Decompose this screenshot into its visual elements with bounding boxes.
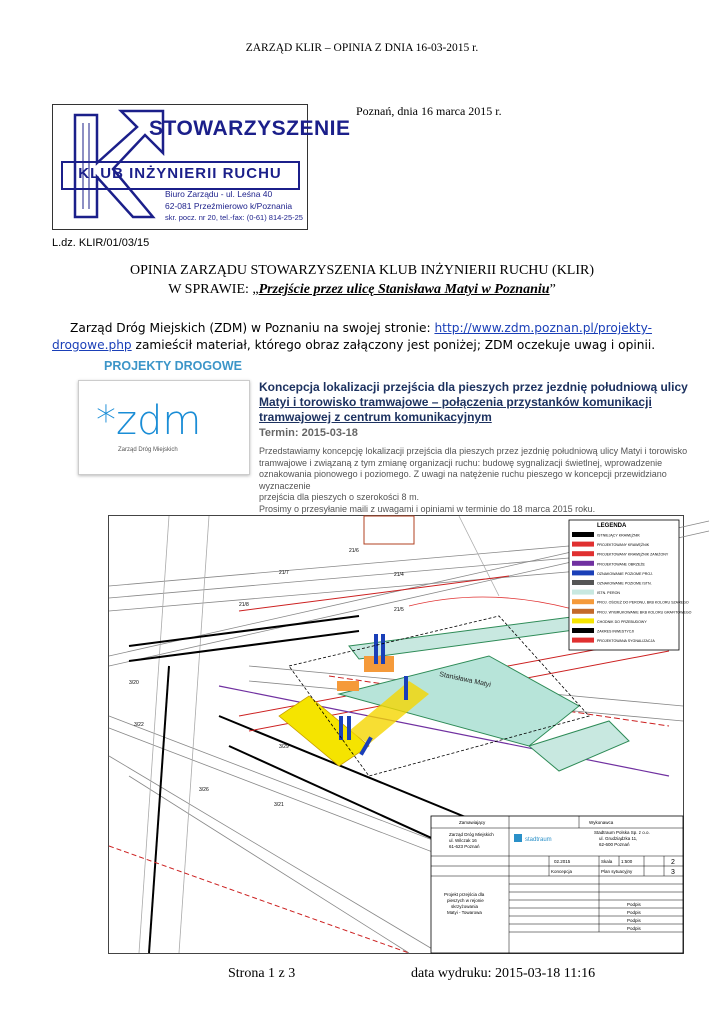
tb-firm-logo: stadtraum bbox=[525, 837, 552, 843]
web-body-line-2: tramwajowe i związaną z tym zmianę organizacji ruchu: budowę sygnalizacji świetlnej, wprowadzenie bbox=[259, 457, 663, 468]
tb-stage: Koncepcja bbox=[551, 869, 573, 874]
tb-signature-4: Podpis bbox=[627, 926, 641, 931]
place-date: Poznań, dnia 16 marca 2015 r. bbox=[356, 104, 502, 118]
footer-page: Strona 1 z 3 bbox=[228, 966, 296, 981]
legend-label: ISTNIEJĄCY KRAWĘŻNIK bbox=[597, 533, 640, 538]
tb-project-4: Matyi - Towarowa bbox=[447, 910, 482, 915]
legend-label: CHODNIK DO PRZEBUDOWY bbox=[597, 619, 647, 624]
legend-label: ZAKRES INWESTYCJI bbox=[597, 629, 635, 634]
legend-swatch bbox=[572, 628, 594, 633]
legend-swatch bbox=[572, 580, 594, 585]
legend-swatch bbox=[572, 532, 594, 537]
svg-text:3/21: 3/21 bbox=[274, 802, 284, 808]
svg-text:3/26: 3/26 bbox=[199, 787, 209, 793]
svg-text:3/20: 3/20 bbox=[129, 680, 139, 686]
legend-swatch bbox=[572, 599, 594, 604]
title-prefix: W SPRAWIE: „ bbox=[168, 282, 259, 297]
reference-number: L.dz. KLIR/01/03/15 bbox=[52, 237, 150, 249]
legend-label: PROJ. OŚCIEŻ DO PERONU, BKB KOLORU SZAREGO bbox=[597, 600, 689, 605]
legend-swatch bbox=[572, 618, 594, 623]
web-deadline: Termin: 2015-03-18 bbox=[259, 427, 358, 439]
para-text-1: Zarząd Dróg Miejskich (ZDM) w Poznaniu na swojej stronie: bbox=[70, 321, 435, 335]
body-paragraph bbox=[52, 320, 674, 354]
title-subject: Przejście przez ulicę Stanisława Matyi w Poznaniu bbox=[258, 282, 550, 297]
map-legend-title: LEGENDA bbox=[597, 523, 627, 529]
legend-label: PROJEKTOWANY KRAWĘŻNIK ZANIŻONY bbox=[597, 552, 669, 557]
svg-text:21/6: 21/6 bbox=[349, 548, 359, 554]
title-line-1: OPINIA ZARZĄDU STOWARZYSZENIA KLUB INŻYNIERII RUCHU (KLIR) bbox=[129, 263, 595, 278]
legend-swatch bbox=[572, 638, 594, 643]
title-line-2 bbox=[0, 282, 724, 298]
logo-org-name: STOWARZYSZENIE bbox=[149, 117, 351, 140]
para-text-2: zamieścił materiał, którego obraz załączony jest poniżej; ZDM oczekuje uwag i opinii. bbox=[131, 338, 656, 352]
map-street-label: Stanisława Matyi bbox=[438, 671, 492, 689]
tb-firm-2: ul. Grudziądzka 11, bbox=[599, 836, 638, 841]
legend-label: OZNAKOWANIE POZIOME ISTN. bbox=[597, 581, 652, 586]
logo-address-2: 62-081 Przeźmierowo k/Poznania bbox=[165, 201, 293, 211]
tb-project-2: pieszych w rejonie bbox=[447, 898, 484, 903]
footer-print-date: data wydruku: 2015-03-18 11:16 bbox=[411, 966, 596, 981]
legend-swatch bbox=[572, 551, 594, 556]
legend-label: PROJ. WYBRUKOWANIE BKB KOLORU GRAFITOWEGO bbox=[597, 610, 692, 615]
legend-swatch bbox=[572, 542, 594, 547]
web-body-line-1: Przedstawiamy koncepcję lokalizacji przejścia dla pieszych przez jezdnię południową ulicy Matyi i torowisko bbox=[259, 446, 688, 456]
legend-swatch bbox=[572, 570, 594, 575]
legend-label: PROJEKTOWANE OBRZEŻE bbox=[597, 562, 645, 567]
tb-client-2: ul. Wilczak 16 bbox=[449, 838, 477, 843]
header-line: ZARZĄD KLIR – OPINIA Z DNIA 16-03-2015 r. bbox=[245, 42, 479, 54]
tb-firm-1: Stadtraum Polska Sp. z o.o. bbox=[594, 830, 650, 835]
web-article-body bbox=[232, 446, 690, 515]
web-body-line-3: oznakowania pionowego i poziomego. Z uwagi na natężenie ruchu pieszego w koncepcji przewidziano wyznaczenie bbox=[259, 469, 667, 491]
tb-date: 02.2015 bbox=[554, 859, 571, 864]
legend-swatch bbox=[572, 609, 594, 614]
zdm-logo: *zdm bbox=[96, 398, 202, 444]
svg-text:21/5: 21/5 bbox=[394, 607, 404, 613]
site-plan-svg bbox=[109, 516, 692, 953]
tb-client-1: Zarząd Dróg Miejskich bbox=[449, 832, 494, 837]
zdm-link-part2[interactable]: drogowe.php bbox=[52, 338, 132, 352]
web-body-line-5: Prosimy o przesyłanie maili z uwagami i opiniami w terminie do 18 marca 2015 roku. bbox=[259, 503, 596, 514]
legend-label: OZNAKOWANIE POZIOME PROJ. bbox=[597, 571, 653, 576]
tb-sheet: 2 bbox=[671, 859, 675, 866]
logo-club-name: KLUB INŻYNIERII RUCHU bbox=[78, 165, 282, 182]
legend-swatch bbox=[572, 561, 594, 566]
tb-client-label: Zamawiający bbox=[459, 820, 486, 825]
tb-contractor-label: Wykonawca bbox=[589, 820, 614, 825]
tb-scale: 1:500 bbox=[621, 859, 633, 864]
svg-text:3/22: 3/22 bbox=[134, 722, 144, 728]
web-body-line-4: przejścia dla pieszych o szerokości 8 m. bbox=[259, 492, 420, 502]
svg-text:21/4: 21/4 bbox=[394, 572, 404, 578]
title-suffix: ” bbox=[549, 282, 556, 297]
tb-firm-3: 62-600 Poznań bbox=[599, 842, 630, 847]
site-plan-drawing bbox=[108, 515, 692, 954]
web-article-title bbox=[259, 380, 691, 425]
tb-signature-1: Podpis bbox=[627, 902, 641, 907]
klir-logo bbox=[52, 104, 351, 230]
logo-address-3: skr. pocz. nr 20, tel.-fax: (0-61) 814-25-25 bbox=[165, 213, 303, 222]
tb-project-3: skrzyżowania bbox=[451, 904, 479, 909]
legend-label: PROJEKTOWANY KRAWĘŻNIK bbox=[597, 543, 650, 548]
tb-project-1: Projekt przejścia dla bbox=[444, 892, 485, 897]
zdm-logo-subtitle: Zarząd Dróg Miejskich bbox=[118, 447, 178, 453]
tb-client-3: 61-623 Poznań bbox=[449, 844, 480, 849]
legend-label: PROJEKTOWANA SYGNALIZACJA bbox=[597, 639, 655, 644]
tb-drawing-name: Plan sytuacyjny bbox=[601, 869, 633, 874]
legend-swatch bbox=[572, 590, 594, 595]
tb-signature-2: Podpis bbox=[627, 910, 641, 915]
tb-drawing: 3 bbox=[671, 869, 675, 876]
tb-signature-3: Podpis bbox=[627, 918, 641, 923]
web-title-line-3: tramwajowej z centrum komunikacyjnym bbox=[259, 410, 492, 424]
web-title-line-1: Koncepcja lokalizacji przejścia dla pieszych przez jezdnię południową ulicy bbox=[259, 380, 688, 394]
projects-heading: PROJEKTY DROGOWE bbox=[104, 359, 242, 373]
svg-text:3/29: 3/29 bbox=[279, 744, 289, 750]
web-title-line-2: Matyi i torowisko tramwajowe – połączenia przystanków komunikacji bbox=[259, 395, 652, 409]
svg-text:21/7: 21/7 bbox=[279, 570, 289, 576]
logo-address-1: Biuro Zarządu - ul. Leśna 40 bbox=[165, 189, 273, 199]
legend-label: ISTN. PERON bbox=[597, 591, 620, 596]
zdm-link-part1[interactable]: http://www.zdm.poznan.pl/projekty- bbox=[434, 321, 652, 335]
svg-text:21/8: 21/8 bbox=[239, 602, 249, 608]
tb-scale-label: Skala bbox=[601, 859, 613, 864]
